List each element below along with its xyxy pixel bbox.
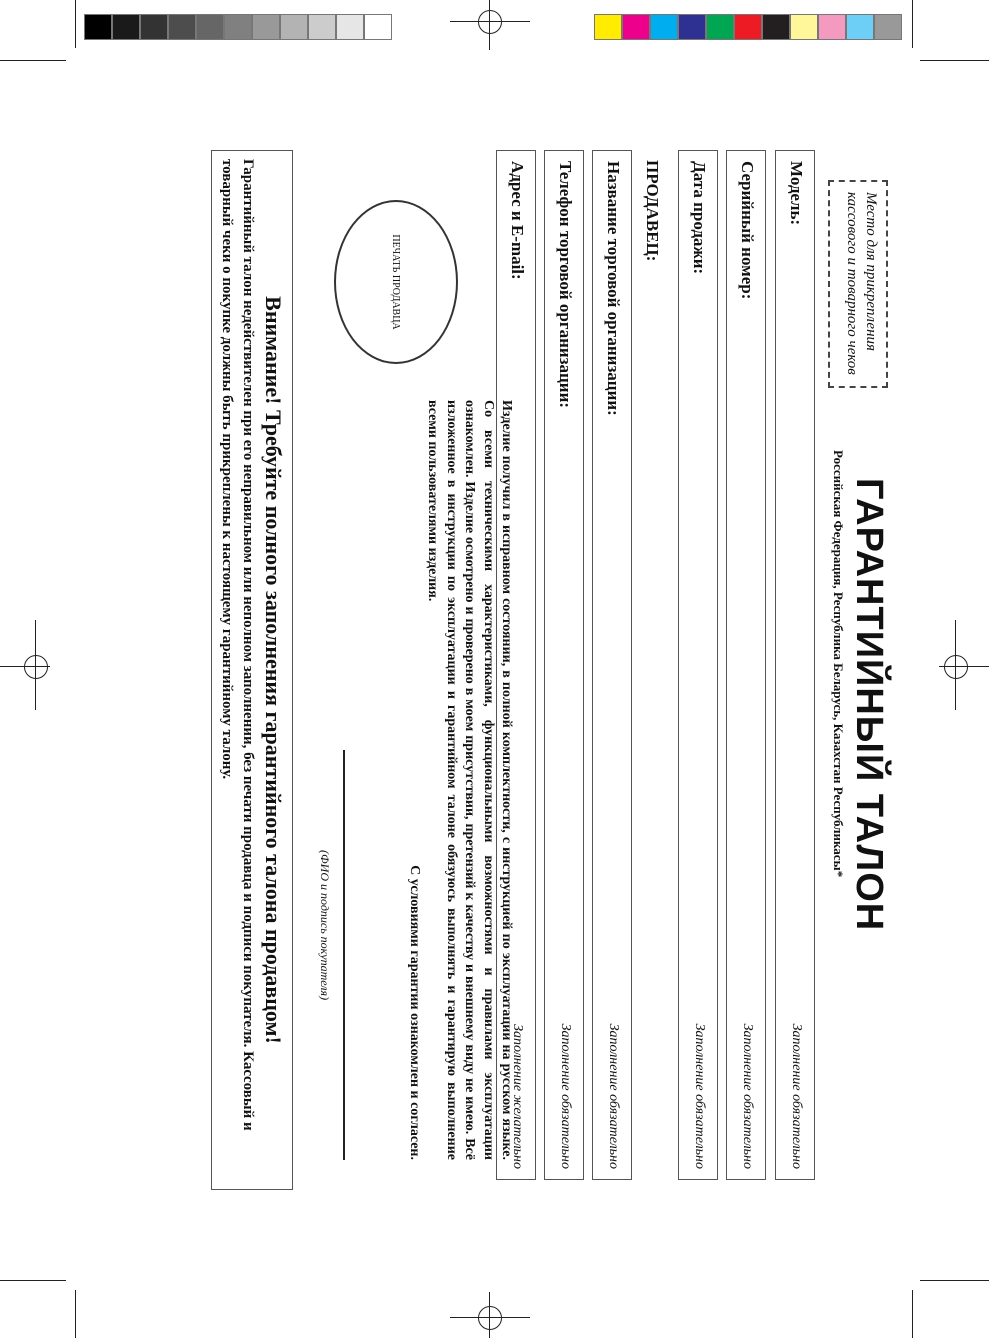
color-swatch	[336, 14, 364, 40]
color-swatch	[168, 14, 196, 40]
crop-mark	[0, 1280, 66, 1281]
color-swatch	[874, 14, 902, 40]
acceptance-statement	[404, 400, 515, 1160]
field-requirement: Заполнение обязательно	[740, 1023, 755, 1169]
crop-mark	[75, 1290, 76, 1338]
field-requirement: Заполнение обязательно	[692, 1023, 707, 1169]
crop-mark	[0, 60, 66, 61]
color-swatch	[650, 14, 678, 40]
warranty-card	[100, 150, 900, 1340]
registration-mark	[478, 10, 502, 34]
color-swatch	[112, 14, 140, 40]
field-label: Телефон торговой организации:	[556, 161, 575, 409]
registration-mark-line	[955, 620, 956, 710]
field-label: Адрес и E-mail:	[508, 161, 527, 280]
countries-subtitle: Российская Федерация, Республика Беларусь, Казахстан Республикасы*	[831, 450, 846, 878]
field-requirement: Заполнение обязательно	[789, 1023, 804, 1169]
color-swatch	[818, 14, 846, 40]
color-swatch	[622, 14, 650, 40]
color-swatch	[140, 14, 168, 40]
registration-mark-line	[450, 21, 530, 22]
color-swatch	[678, 14, 706, 40]
seller-phone-field[interactable]	[544, 150, 584, 1180]
seller-name-field[interactable]	[592, 150, 632, 1180]
color-swatch	[280, 14, 308, 40]
crop-mark	[912, 0, 913, 48]
field-requirement: Заполнение желательно	[510, 1024, 525, 1169]
registration-mark	[24, 655, 48, 679]
crop-mark	[920, 1280, 989, 1281]
grayscale-color-bar	[84, 14, 392, 40]
registration-mark-line	[939, 666, 989, 667]
acceptance-agreement: С условиями гарантии ознакомлен и согласен.	[406, 865, 422, 1160]
field-requirement: Заполнение обязательно	[606, 1023, 621, 1169]
process-color-bar	[594, 14, 902, 40]
field-label: Модель:	[787, 161, 806, 226]
field-label: Серийный номер:	[738, 161, 757, 300]
color-swatch	[364, 14, 392, 40]
field-label: Название торговой организации:	[604, 161, 623, 416]
color-swatch	[790, 14, 818, 40]
model-field[interactable]	[775, 150, 815, 1180]
warning-title: Внимание! Требуйте полного заполнения гарантийного талона продавцом!	[261, 296, 286, 1044]
acceptance-text: Изделие получил в исправном состоянии, в полной комплектности, с инструкцией по эксплуатации на русском языке. Со всеми техническими характеристиками, функциональными возможностями и правилами эксплуатации ознакомлен. Изделие осмотрено и проверено в моем присутствии, претензий к качеству и внешнему виду не имею. Всё изложенное в инструкции по эксплуатации и гарантийном талоне обязуюсь выполнять и гарантирую выполнение всеми пользователями изделия.	[425, 400, 514, 1160]
color-swatch	[846, 14, 874, 40]
registration-mark-line	[35, 620, 36, 710]
serial-number-field[interactable]	[726, 150, 766, 1180]
warning-box	[211, 150, 293, 1190]
color-swatch	[252, 14, 280, 40]
color-swatch	[84, 14, 112, 40]
field-requirement: Заполнение обязательно	[558, 1023, 573, 1169]
signature-caption: (ФИО и подпись покупателя)	[318, 850, 332, 1001]
warning-text: Гарантийный талон недействителен при его неправильном или неполном заполнении, без печати продавца и подписи покупателя. Кассовый и товарный чеки о покупке должны быть прикреплены к настоящему гарантийному талону.	[219, 159, 256, 1131]
color-swatch	[706, 14, 734, 40]
seller-stamp-area	[334, 200, 458, 364]
signature-line[interactable]	[343, 750, 345, 1160]
page-title: ГАРАНТИЙНЫЙ ТАЛОН	[848, 478, 890, 932]
color-swatch	[762, 14, 790, 40]
registration-mark-line	[0, 666, 50, 667]
crop-mark	[920, 60, 989, 61]
stamp-label: ПЕЧАТЬ ПРОДАВЦА	[390, 234, 402, 330]
seller-heading: ПРОДАВЕЦ:	[643, 160, 662, 262]
crop-mark	[75, 0, 76, 48]
color-swatch	[224, 14, 252, 40]
color-swatch	[594, 14, 622, 40]
color-swatch	[734, 14, 762, 40]
color-swatch	[196, 14, 224, 40]
crop-mark	[912, 1290, 913, 1338]
registration-mark-line	[489, 0, 490, 50]
color-swatch	[308, 14, 336, 40]
receipt-attachment-area: Место для прикрепления кассового и товарного чеков	[828, 180, 888, 388]
field-label: Дата продажи:	[690, 161, 709, 275]
sale-date-field[interactable]	[678, 150, 718, 1180]
registration-mark	[944, 655, 968, 679]
